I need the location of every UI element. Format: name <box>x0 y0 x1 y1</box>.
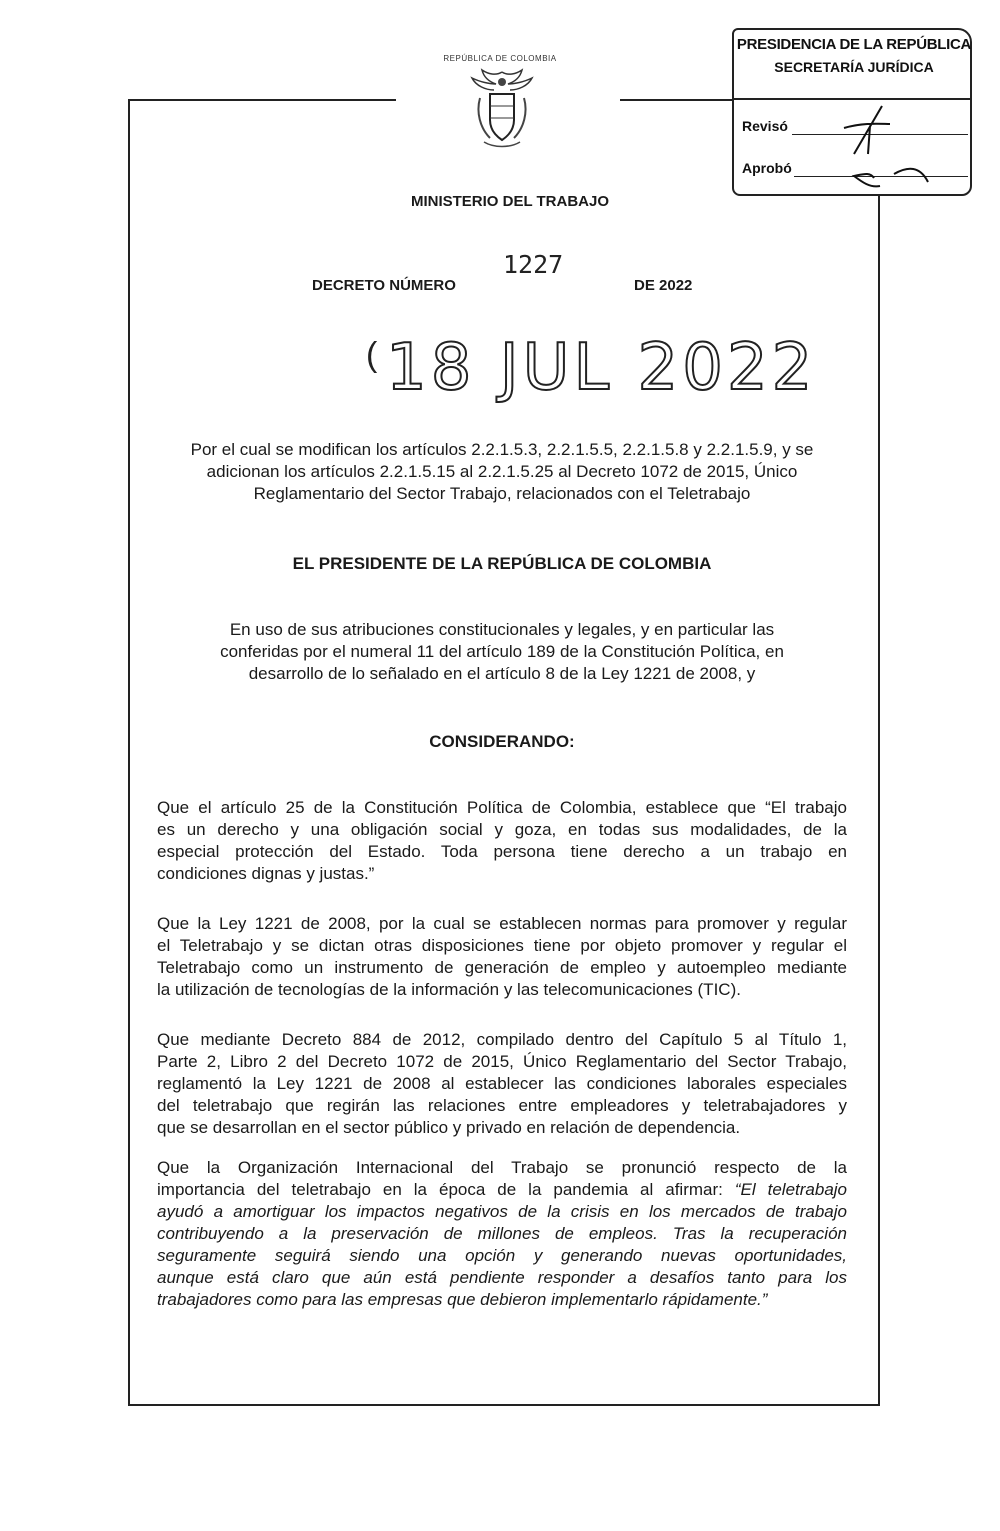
paragraph-line: condiciones dignas y justas.” <box>157 864 375 883</box>
ministry-title: MINISTERIO DEL TRABAJO <box>410 193 610 210</box>
frame-top-right <box>620 99 732 101</box>
paragraph-line: especial protección del Estado. Toda persona tiene derecho a un trabajo en <box>157 842 847 861</box>
stamp-line-1: PRESIDENCIA DE LA REPÚBLICA <box>736 36 972 53</box>
paragraph-line: la utilización de tecnologías de la información y las telecomunicaciones (TIC). <box>157 980 741 999</box>
frame-left <box>128 99 130 1406</box>
paragraph-line: que se desarrollan en el sector público y privado en relación de dependencia. <box>157 1118 741 1137</box>
stamp-reviso-label: Revisó <box>742 118 788 134</box>
subject-line: Por el cual se modifican los artículos 2.2.1.5.3, 2.2.1.5.5, 2.2.1.5.8 y 2.2.1.5.9, y se <box>190 440 814 459</box>
quote-text: “El teletrabajo <box>734 1180 848 1199</box>
frame-right <box>878 196 880 1406</box>
decree-year: DE 2022 <box>634 277 693 294</box>
review-stamp <box>732 28 972 196</box>
paragraph-line: Que la Organización Internacional del Trabajo se pronunció respecto de la <box>157 1158 847 1177</box>
quote-line: aunque está claro que aún está pendiente responder a desafíos tanto para los <box>157 1268 847 1287</box>
paragraph-line: Teletrabajo como un instrumento de generación de empleo y autoempleo mediante <box>157 958 847 977</box>
quote-line: ayudó a amortiguar los impactos negativos de la crisis en los mercados de trabajo <box>157 1202 847 1221</box>
considerando-paragraph-4 <box>157 1157 847 1311</box>
subject-line: Reglamentario del Sector Trabajo, relacionados con el Teletrabajo <box>253 484 751 503</box>
date-stamp: 18 JUL 2022 <box>386 331 817 405</box>
considerando-paragraph-3 <box>157 1029 847 1139</box>
frame-bottom <box>128 1404 880 1406</box>
considering-heading: CONSIDERANDO: <box>429 732 575 751</box>
republic-label: REPÚBLICA DE COLOMBIA <box>443 54 557 63</box>
subject-line: adicionan los artículos 2.2.1.5.15 al 2.2.1.5.25 al Decreto 1072 de 2015, Único <box>206 462 798 481</box>
considerando-paragraph-2 <box>157 913 847 1001</box>
stamp-aprobo-label: Aprobó <box>742 160 792 176</box>
frame-top-left <box>128 99 396 101</box>
considerando-paragraph-1 <box>157 797 847 885</box>
paragraph-line <box>157 1179 847 1201</box>
signature-icon <box>824 102 964 194</box>
quote-line: seguramente seguirá siendo una opción y generando nuevas oportunidades, <box>157 1246 847 1265</box>
paragraph-text: importancia del teletrabajo en la época de la pandemia al afirmar: <box>157 1180 735 1199</box>
paragraph-line: el Teletrabajo y se dictan otras disposiciones tiene por objeto promover y regular el <box>157 936 847 955</box>
stamp-divider <box>734 98 970 100</box>
powers-text <box>140 619 864 685</box>
paragraph-line: es un derecho y una obligación social y goza, en todas sus modalidades, de la <box>157 820 847 839</box>
quote-line: contribuyendo a la preservación de millones de empleos. Tras la recuperación <box>157 1224 847 1243</box>
quote-line: trabajadores como para las empresas que debieron implementarlo rápidamente.” <box>157 1290 768 1309</box>
date-open-paren: ( <box>366 336 378 374</box>
powers-line: conferidas por el numeral 11 del artículo 189 de la Constitución Política, en <box>220 642 784 661</box>
president-heading: EL PRESIDENTE DE LA REPÚBLICA DE COLOMBIA <box>292 554 712 573</box>
paragraph-line: Parte 2, Libro 2 del Decreto 1072 de 2015, Único Reglamentario del Sector Trabajo, <box>157 1052 847 1071</box>
decree-subject <box>140 439 864 505</box>
stamp-line-2: SECRETARÍA JURÍDICA <box>774 59 934 75</box>
paragraph-line: Que el artículo 25 de la Constitución Política de Colombia, establece que “El trabajo <box>157 798 847 817</box>
powers-line: desarrollo de lo señalado en el artículo 8 de la Ley 1221 de 2008, y <box>248 664 756 683</box>
paragraph-line: Que la Ley 1221 de 2008, por la cual se establecen normas para promover y regular <box>157 914 847 933</box>
powers-line: En uso de sus atribuciones constitucionales y legales, y en particular las <box>229 620 775 639</box>
decree-number: 1227 <box>503 250 564 279</box>
decree-number-label: DECRETO NÚMERO <box>312 277 456 294</box>
coat-of-arms-icon <box>466 68 538 150</box>
paragraph-line: del teletrabajo que regirán las relaciones entre empleadores y teletrabajadores y <box>157 1096 847 1115</box>
paragraph-line: reglamentó la Ley 1221 de 2008 al establecer las condiciones laborales especiales <box>157 1074 847 1093</box>
paragraph-line: Que mediante Decreto 884 de 2012, compilado dentro del Capítulo 5 al Título 1, <box>157 1030 847 1049</box>
